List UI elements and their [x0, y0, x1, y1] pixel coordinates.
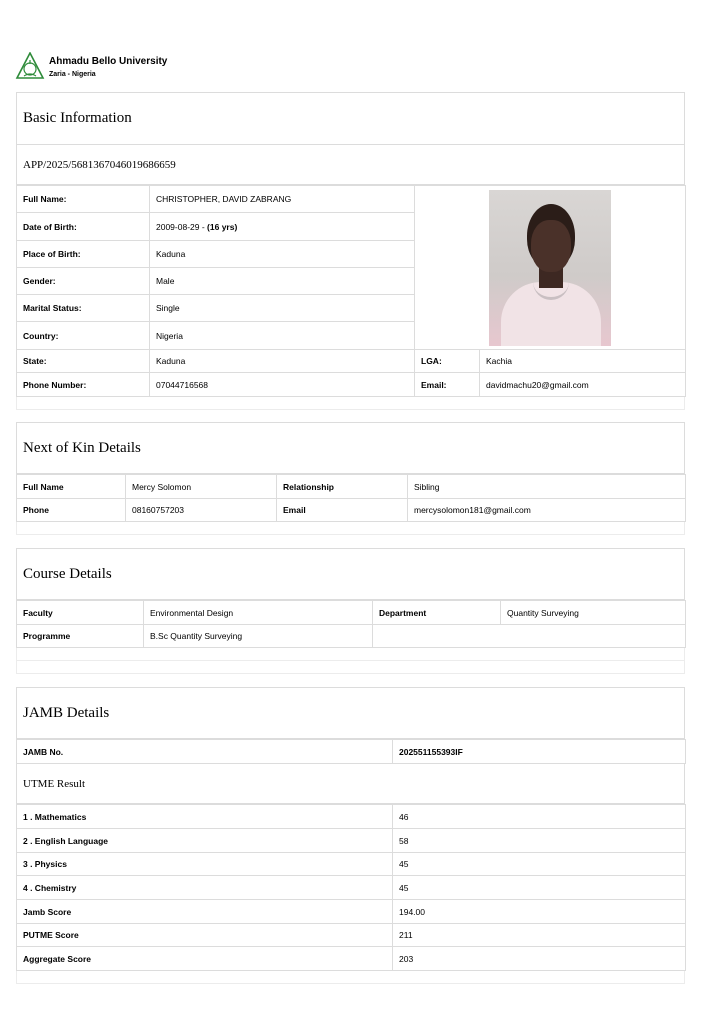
applicant-photo — [489, 190, 611, 346]
subject-label: 3 . Physics — [17, 853, 393, 876]
email-label: Email: — [415, 373, 480, 397]
section-spacer — [16, 661, 685, 674]
section-title: Next of Kin Details — [16, 422, 685, 474]
jamb-no-label: JAMB No. — [17, 740, 393, 764]
aggregate-score-value: 203 — [393, 947, 686, 971]
utme-result-table — [16, 804, 686, 971]
kin-phone-value: 08160757203 — [126, 499, 277, 522]
country-value: Nigeria — [150, 322, 415, 350]
document-header — [15, 51, 167, 83]
phone-label: Phone Number: — [17, 373, 150, 397]
kin-table — [16, 474, 686, 522]
empty-cell — [373, 625, 686, 648]
programme-value: B.Sc Quantity Surveying — [144, 625, 373, 648]
aggregate-score-label: Aggregate Score — [17, 947, 393, 971]
course-table — [16, 600, 686, 648]
section-spacer — [16, 397, 685, 410]
photo-cell — [415, 186, 686, 350]
kin-email-value: mercysolomon181@gmail.com — [408, 499, 686, 522]
university-logo-icon — [15, 52, 45, 82]
gender-value: Male — [150, 268, 415, 295]
marital-status-value: Single — [150, 295, 415, 322]
programme-label: Programme — [17, 625, 144, 648]
subject-label: 1 . Mathematics — [17, 805, 393, 829]
relationship-label: Relationship — [277, 475, 408, 499]
gender-label: Gender: — [17, 268, 150, 295]
state-label: State: — [17, 350, 150, 373]
place-of-birth-label: Place of Birth: — [17, 241, 150, 268]
section-spacer — [16, 522, 685, 535]
department-value: Quantity Surveying — [501, 601, 686, 625]
subject-score: 45 — [393, 876, 686, 900]
basic-info-table — [16, 185, 686, 397]
dob-value: 2009-08-29 - (16 yrs) — [150, 213, 415, 241]
jamb-number-table — [16, 739, 686, 764]
section-title: Basic Information — [16, 92, 685, 145]
university-location: Zaria - Nigeria — [49, 70, 96, 78]
course-details-section — [16, 548, 685, 674]
kin-name-label: Full Name — [17, 475, 126, 499]
next-of-kin-section — [16, 422, 685, 535]
jamb-no-value: 202551155393IF — [393, 740, 686, 764]
university-name: Ahmadu Bello University — [49, 55, 168, 67]
state-value: Kaduna — [150, 350, 415, 373]
email-value: davidmachu20@gmail.com — [480, 373, 686, 397]
basic-information-section — [16, 92, 685, 410]
place-of-birth-value: Kaduna — [150, 241, 415, 268]
country-label: Country: — [17, 322, 150, 350]
faculty-label: Faculty — [17, 601, 144, 625]
application-number: APP/2025/5681367046019686659 — [16, 145, 685, 185]
putme-score-value: 211 — [393, 924, 686, 947]
relationship-value: Sibling — [408, 475, 686, 499]
utme-result-title: UTME Result — [16, 764, 685, 804]
subject-score: 45 — [393, 853, 686, 876]
section-title: Course Details — [16, 548, 685, 600]
jamb-score-value: 194.00 — [393, 900, 686, 924]
kin-email-label: Email — [277, 499, 408, 522]
section-title: JAMB Details — [16, 687, 685, 739]
dob-label: Date of Birth: — [17, 213, 150, 241]
jamb-details-section — [16, 687, 685, 984]
full-name-value: CHRISTOPHER, DAVID ZABRANG — [150, 186, 415, 213]
faculty-value: Environmental Design — [144, 601, 373, 625]
section-spacer — [16, 648, 685, 661]
marital-status-label: Marital Status: — [17, 295, 150, 322]
full-name-label: Full Name: — [17, 186, 150, 213]
section-spacer — [16, 971, 685, 984]
kin-name-value: Mercy Solomon — [126, 475, 277, 499]
age-value: (16 yrs) — [207, 221, 238, 232]
subject-score: 46 — [393, 805, 686, 829]
lga-label: LGA: — [415, 350, 480, 373]
subject-score: 58 — [393, 829, 686, 853]
phone-value: 07044716568 — [150, 373, 415, 397]
lga-value: Kachia — [480, 350, 686, 373]
kin-phone-label: Phone — [17, 499, 126, 522]
department-label: Department — [373, 601, 501, 625]
jamb-score-label: Jamb Score — [17, 900, 393, 924]
subject-label: 2 . English Language — [17, 829, 393, 853]
putme-score-label: PUTME Score — [17, 924, 393, 947]
subject-label: 4 . Chemistry — [17, 876, 393, 900]
